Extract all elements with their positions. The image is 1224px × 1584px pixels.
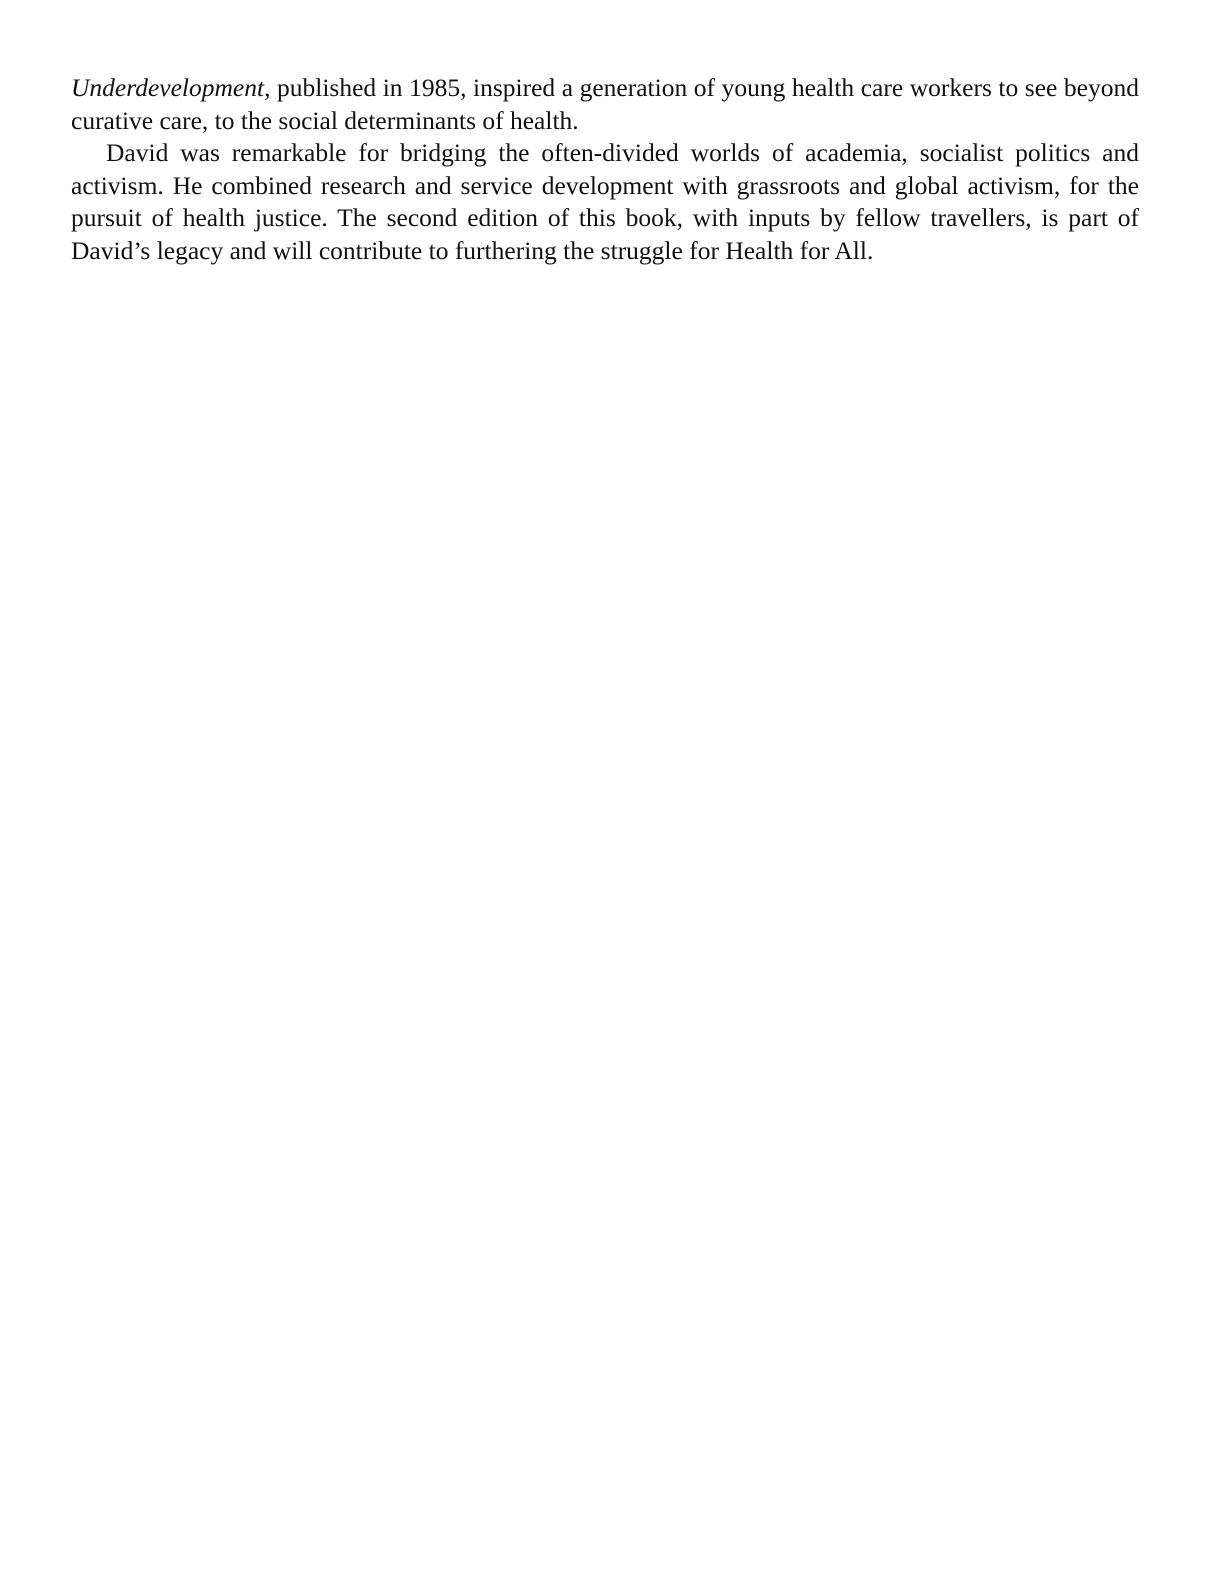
paragraph-david: David was remarkable for bridging the often-divided worlds of academia, socialist politics and activism. He combined research and service development with grassroots and global activism, for the pursuit of health justice. The second edition of this book, with inputs by fellow travellers, is part of David’s legacy and will contribute to furthering the struggle for Health for All. [71, 138, 1139, 265]
book-title-fragment: Underdevelopment, [71, 73, 271, 102]
document-page [71, 72, 1139, 268]
paragraph-continued [71, 72, 1139, 137]
paragraph-text: published in 1985, inspired a generation of young health care workers to see beyond curative care, to the social determinants of health. [71, 73, 1139, 135]
